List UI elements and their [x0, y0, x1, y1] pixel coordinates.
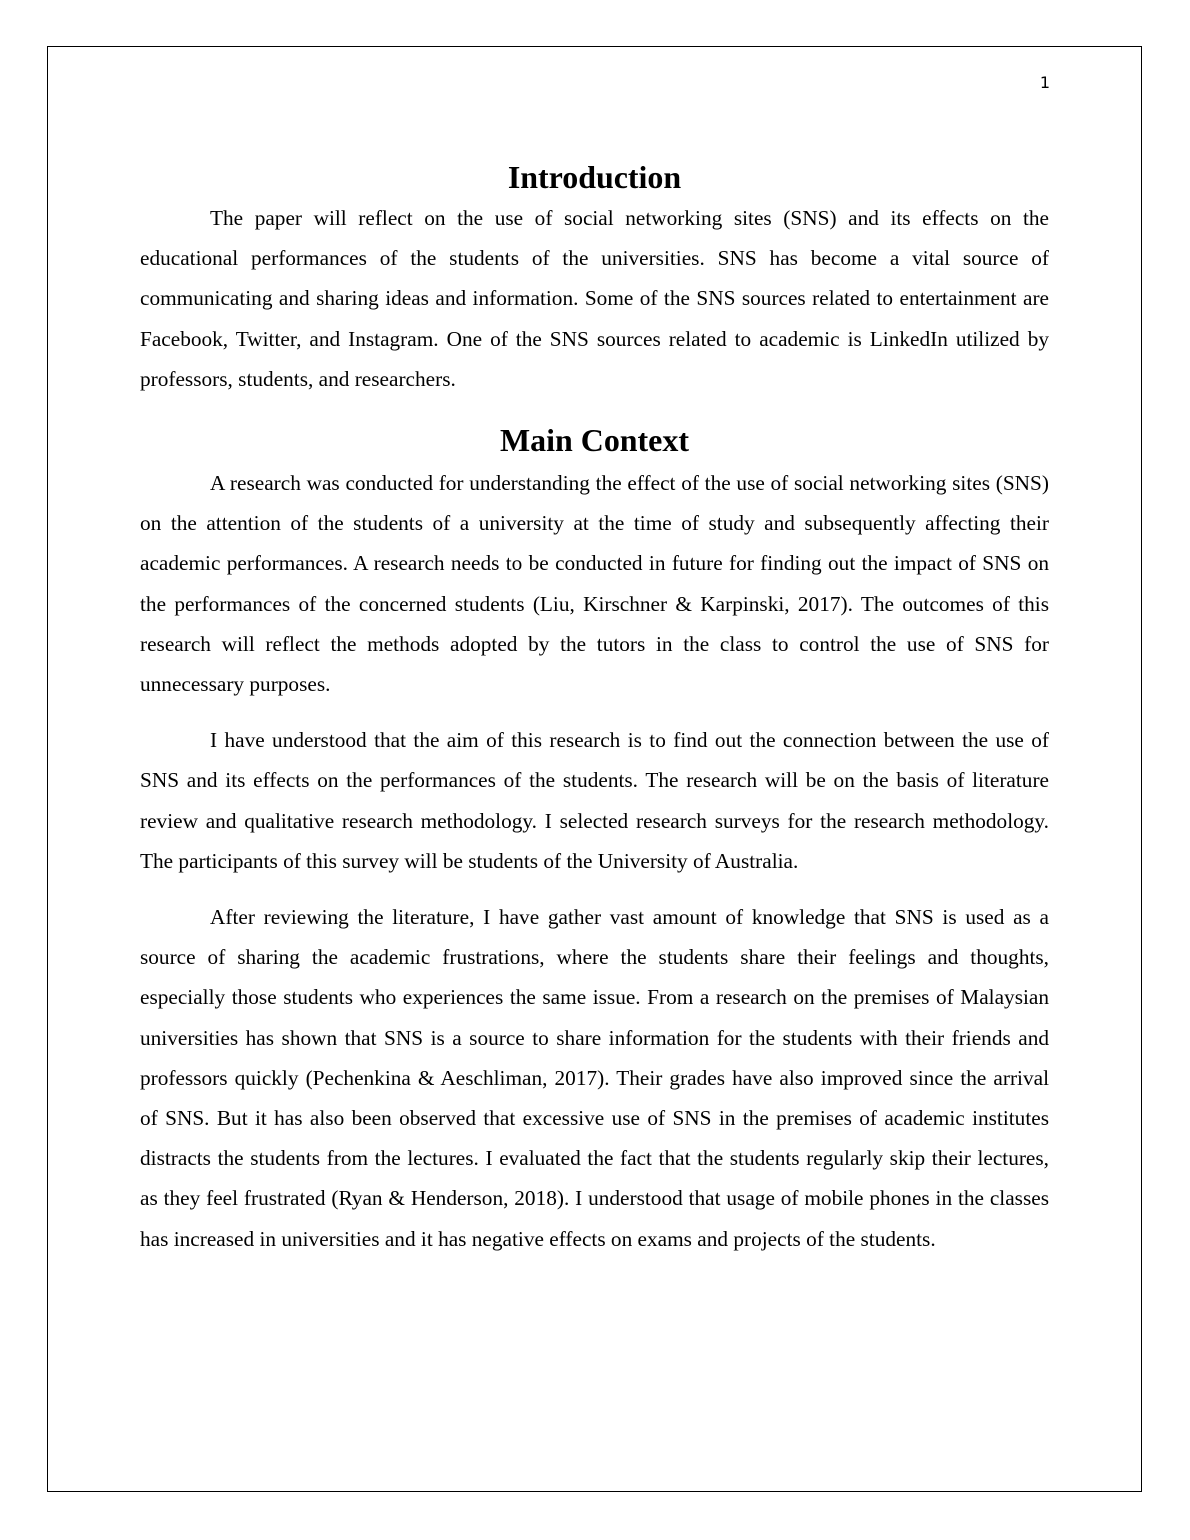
main-context-paragraph-2: I have understood that the aim of this research is to find out the connection between the use of SNS and its effects on the performances of the students. The research will be on the basis of literature review and qualitative research methodology. I selected research surveys for the research methodology. The participants of this survey will be students of the University of Australia.	[140, 728, 1049, 873]
main-context-heading: Main Context	[500, 423, 689, 459]
introduction-paragraph: The paper will reflect on the use of social networking sites (SNS) and its effects on the educational performances of the students of the universities. SNS has become a vital source of communicating and sharing ideas and information. Some of the SNS sources related to entertainment are Facebook, Twitter, and Instagram. One of the SNS sources related to academic is LinkedIn utilized by professors, students, and researchers.	[140, 206, 1049, 391]
page-number: 1	[1039, 73, 1050, 92]
introduction-heading: Introduction	[507, 160, 682, 195]
main-context-paragraph-1: A research was conducted for understanding the effect of the use of social networking sites (SNS) on the attention of the students of a university at the time of study and subsequently affecting their academic performances. A research needs to be conducted in future for finding out the impact of SNS on the performances of the concerned students (Liu, Kirschner & Karpinski, 2017). The outcomes of this research will reflect the methods adopted by the tutors in the class to control the use of SNS for unnecessary purposes.	[140, 471, 1049, 697]
document-body	[140, 160, 1049, 1259]
main-context-paragraph-3: After reviewing the literature, I have gather vast amount of knowledge that SNS is used as a source of sharing the academic frustrations, where the students share their feelings and thoughts, especially those students who experiences the same issue. From a research on the premises of Malaysian universities has shown that SNS is a source to share information for the students with their friends and professors quickly (Pechenkina & Aeschliman, 2017). Their grades have also improved since the arrival of SNS. But it has also been observed that excessive use of SNS in the premises of academic institutes distracts the students from the lectures. I evaluated the fact that the students regularly skip their lectures, as they feel frustrated (Ryan & Henderson, 2018). I understood that usage of mobile phones in the classes has increased in universities and it has negative effects on exams and projects of the students.	[140, 905, 1049, 1251]
